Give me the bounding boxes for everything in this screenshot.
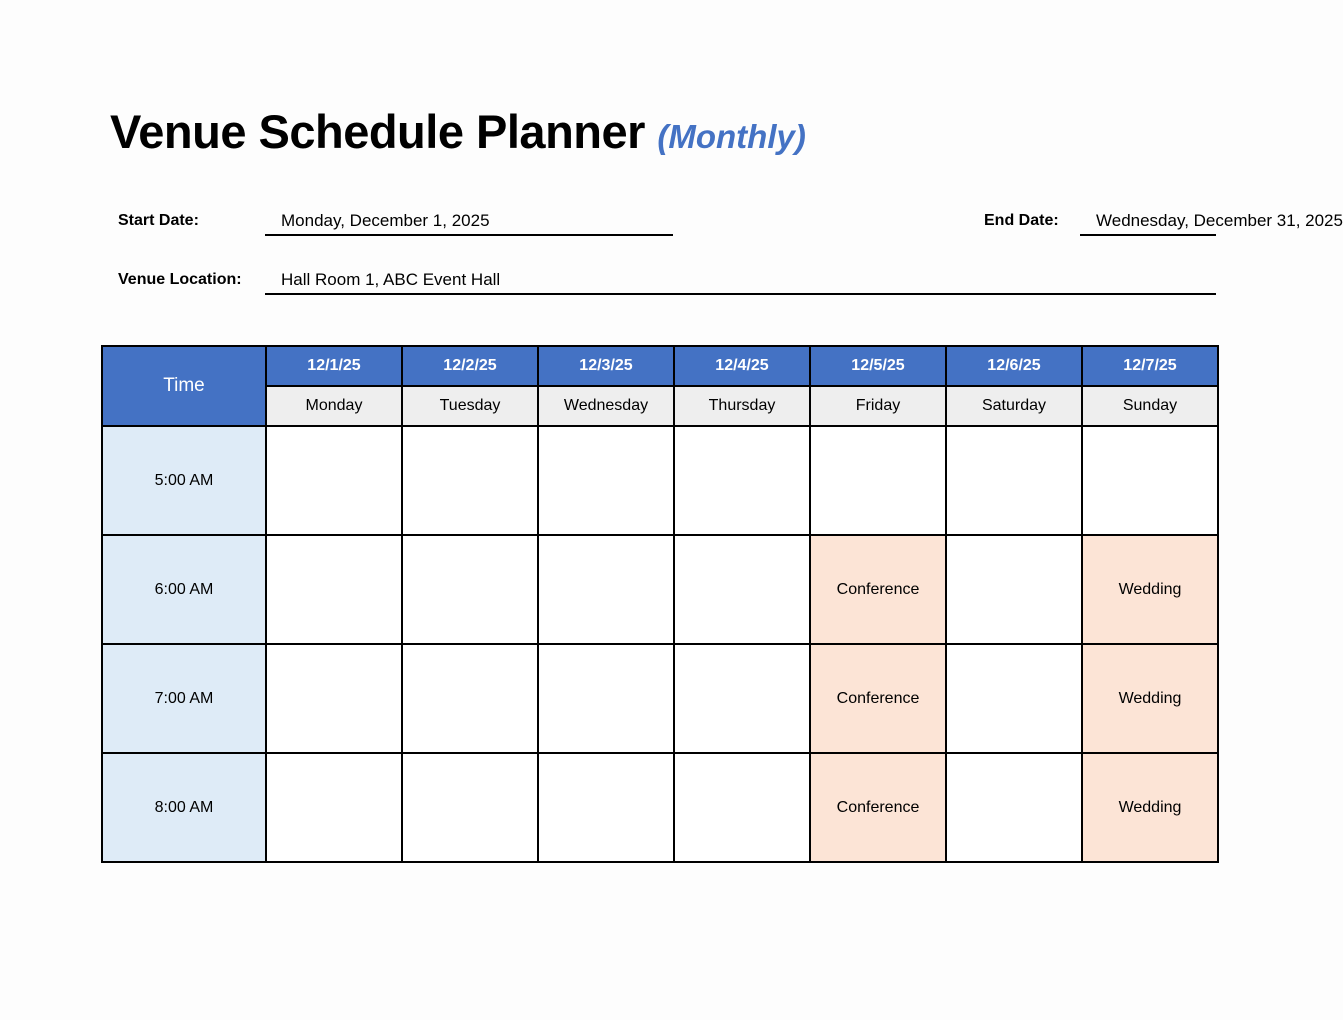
schedule-cell[interactable]: Wedding — [1082, 535, 1218, 644]
day-header: Tuesday — [402, 386, 538, 426]
start-date-field[interactable]: Monday, December 1, 2025 — [265, 210, 673, 236]
date-header: 12/2/25 — [402, 346, 538, 386]
schedule-cell[interactable] — [1082, 426, 1218, 535]
schedule-cell[interactable]: Conference — [810, 753, 946, 862]
schedule-cell[interactable] — [810, 426, 946, 535]
time-row — [102, 426, 1218, 535]
schedule-table — [101, 345, 1219, 863]
day-header-row — [102, 386, 1218, 426]
schedule-cell[interactable] — [402, 753, 538, 862]
time-slot-label: 8:00 AM — [102, 753, 266, 862]
day-header: Sunday — [1082, 386, 1218, 426]
schedule-cell[interactable] — [402, 426, 538, 535]
schedule-cell[interactable]: Conference — [810, 535, 946, 644]
day-header: Wednesday — [538, 386, 674, 426]
end-date-label: End Date: — [984, 212, 1059, 229]
time-header: Time — [102, 346, 266, 426]
date-header: 12/3/25 — [538, 346, 674, 386]
time-row — [102, 753, 1218, 862]
date-header-row — [102, 346, 1218, 386]
schedule-cell[interactable] — [266, 644, 402, 753]
schedule-cell[interactable] — [674, 535, 810, 644]
time-slot-label: 5:00 AM — [102, 426, 266, 535]
day-header: Monday — [266, 386, 402, 426]
venue-location-label: Venue Location: — [118, 271, 242, 288]
title-subtitle: (Monthly) — [657, 118, 806, 155]
start-date-label: Start Date: — [118, 212, 199, 229]
time-slot-label: 6:00 AM — [102, 535, 266, 644]
venue-location-field[interactable]: Hall Room 1, ABC Event Hall — [265, 269, 1216, 295]
schedule-cell[interactable] — [402, 644, 538, 753]
schedule-cell[interactable]: Wedding — [1082, 753, 1218, 862]
schedule-cell[interactable] — [266, 426, 402, 535]
schedule-cell[interactable] — [946, 426, 1082, 535]
schedule-cell[interactable] — [538, 535, 674, 644]
schedule-cell[interactable]: Wedding — [1082, 644, 1218, 753]
schedule-cell[interactable] — [946, 644, 1082, 753]
time-row — [102, 535, 1218, 644]
schedule-cell[interactable] — [538, 426, 674, 535]
schedule-cell[interactable] — [674, 753, 810, 862]
date-header: 12/6/25 — [946, 346, 1082, 386]
page-title — [110, 104, 806, 159]
schedule-cell[interactable] — [674, 644, 810, 753]
date-header: 12/1/25 — [266, 346, 402, 386]
day-header: Saturday — [946, 386, 1082, 426]
date-header: 12/7/25 — [1082, 346, 1218, 386]
schedule-cell[interactable] — [266, 753, 402, 862]
end-date-field[interactable]: Wednesday, December 31, 2025 — [1080, 210, 1216, 236]
schedule-cell[interactable]: Conference — [810, 644, 946, 753]
schedule-cell[interactable] — [946, 535, 1082, 644]
schedule-cell[interactable] — [538, 753, 674, 862]
day-header: Friday — [810, 386, 946, 426]
time-row — [102, 644, 1218, 753]
schedule-cell[interactable] — [946, 753, 1082, 862]
schedule-cell[interactable] — [402, 535, 538, 644]
date-header: 12/5/25 — [810, 346, 946, 386]
schedule-cell[interactable] — [674, 426, 810, 535]
schedule-cell[interactable] — [266, 535, 402, 644]
schedule-cell[interactable] — [538, 644, 674, 753]
time-slot-label: 7:00 AM — [102, 644, 266, 753]
day-header: Thursday — [674, 386, 810, 426]
date-header: 12/4/25 — [674, 346, 810, 386]
title-main: Venue Schedule Planner — [110, 105, 645, 158]
